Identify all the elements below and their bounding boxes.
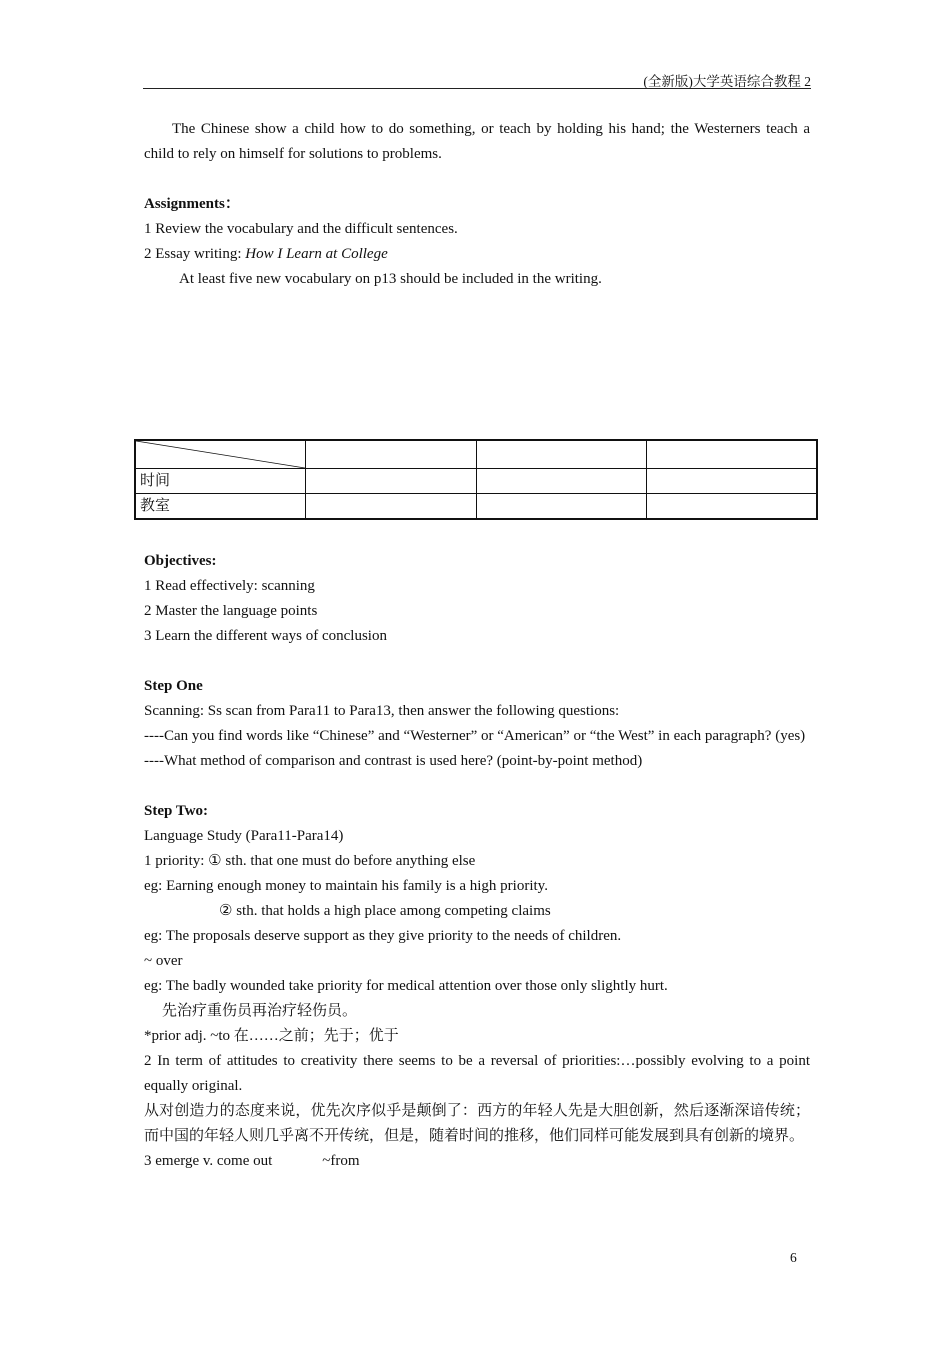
vocab-prior: *prior adj. ~to 在……之前；先于；优于 [144, 1028, 399, 1044]
assignments-heading: Assignments： [144, 196, 240, 212]
objective-item: 1 Read effectively: scanning [144, 578, 315, 594]
objective-item: 2 Master the language points [144, 603, 318, 619]
table-cell [647, 469, 818, 494]
intro-paragraph: The Chinese show a child how to do something, or teach by holding his hand; the Westerners teach a child to rely on himself for solutions to problems. [144, 121, 810, 162]
table-cell [306, 494, 477, 520]
schedule-table [134, 439, 818, 520]
vocab-priority-sense-2: ② sth. that holds a high place among competing claims [219, 903, 551, 919]
diagonal-line [136, 441, 305, 468]
table-cell [306, 469, 477, 494]
example-sentence: eg: Earning enough money to maintain his family is a high priority. [144, 878, 548, 894]
row-label-classroom: 教室 [135, 494, 306, 520]
row-label-time: 时间 [135, 469, 306, 494]
objectives-heading: Objectives: [144, 553, 217, 569]
table-row [135, 440, 817, 469]
vocab-priority: 1 priority: ① sth. that one must do before anything else [144, 853, 476, 869]
scanning-instruction: Scanning: Ss scan from Para11 to Para13, then answer the following questions: [144, 703, 620, 719]
example-sentence: eg: The badly wounded take priority for medical attention over those only slightly hurt. [144, 978, 668, 994]
essay-title: How I Learn at College [245, 246, 388, 262]
sentence-2: 2 In term of attitudes to creativity there seems to be a reversal of priorities:…possibly evolving to a point equally original. [144, 1053, 810, 1094]
assignment-item-2 [144, 242, 810, 267]
table-row [135, 469, 817, 494]
assignment-note: At least five new vocabulary on p13 should be included in the writing. [179, 271, 602, 287]
table-row [135, 494, 817, 520]
header-rule [143, 88, 811, 89]
table-cell [476, 494, 647, 520]
question-1: ----Can you find words like “Chinese” and “Westerner” or “American” or “the West” in each paragraph? (yes) [144, 728, 806, 744]
diagonal-header-cell [135, 440, 306, 469]
vocab-emerge-collocation: ~from [322, 1153, 360, 1169]
page-content [140, 117, 810, 1174]
objective-item: 3 Learn the different ways of conclusion [144, 628, 387, 644]
language-study-line: Language Study (Para11-Para14) [144, 828, 344, 844]
running-header: (全新版)大学英语综合教程 2 [643, 74, 811, 89]
collocation: ~ over [144, 953, 183, 969]
table-cell [476, 440, 647, 469]
page-number: 6 [790, 1250, 797, 1265]
example-sentence: eg: The proposals deserve support as they give priority to the needs of children. [144, 928, 622, 944]
table-cell [647, 440, 818, 469]
table-cell [476, 469, 647, 494]
step-one-heading: Step One [144, 678, 203, 694]
chinese-translation: 先治疗重伤员再治疗轻伤员。 [162, 1003, 358, 1019]
step-two-heading: Step Two: [144, 803, 209, 819]
assignment-item-2-prefix: 2 Essay writing: [144, 246, 246, 262]
sentence-2-translation: 从对创造力的态度来说，优先次序似乎是颠倒了：西方的年轻人先是大胆创新，然后逐渐深谙传统；而中国的年轻人则几乎离不开传统，但是，随着时间的推移，他们同样可能发展到具有创新的境界。 [144, 1103, 810, 1144]
assignment-item-1: 1 Review the vocabulary and the difficult sentences. [144, 221, 458, 237]
question-2: ----What method of comparison and contrast is used here? (point-by-point method) [144, 753, 643, 769]
table-cell [647, 494, 818, 520]
vocab-emerge-def: 3 emerge v. come out [144, 1153, 273, 1169]
table-cell [306, 440, 477, 469]
vocab-emerge [144, 1149, 810, 1174]
